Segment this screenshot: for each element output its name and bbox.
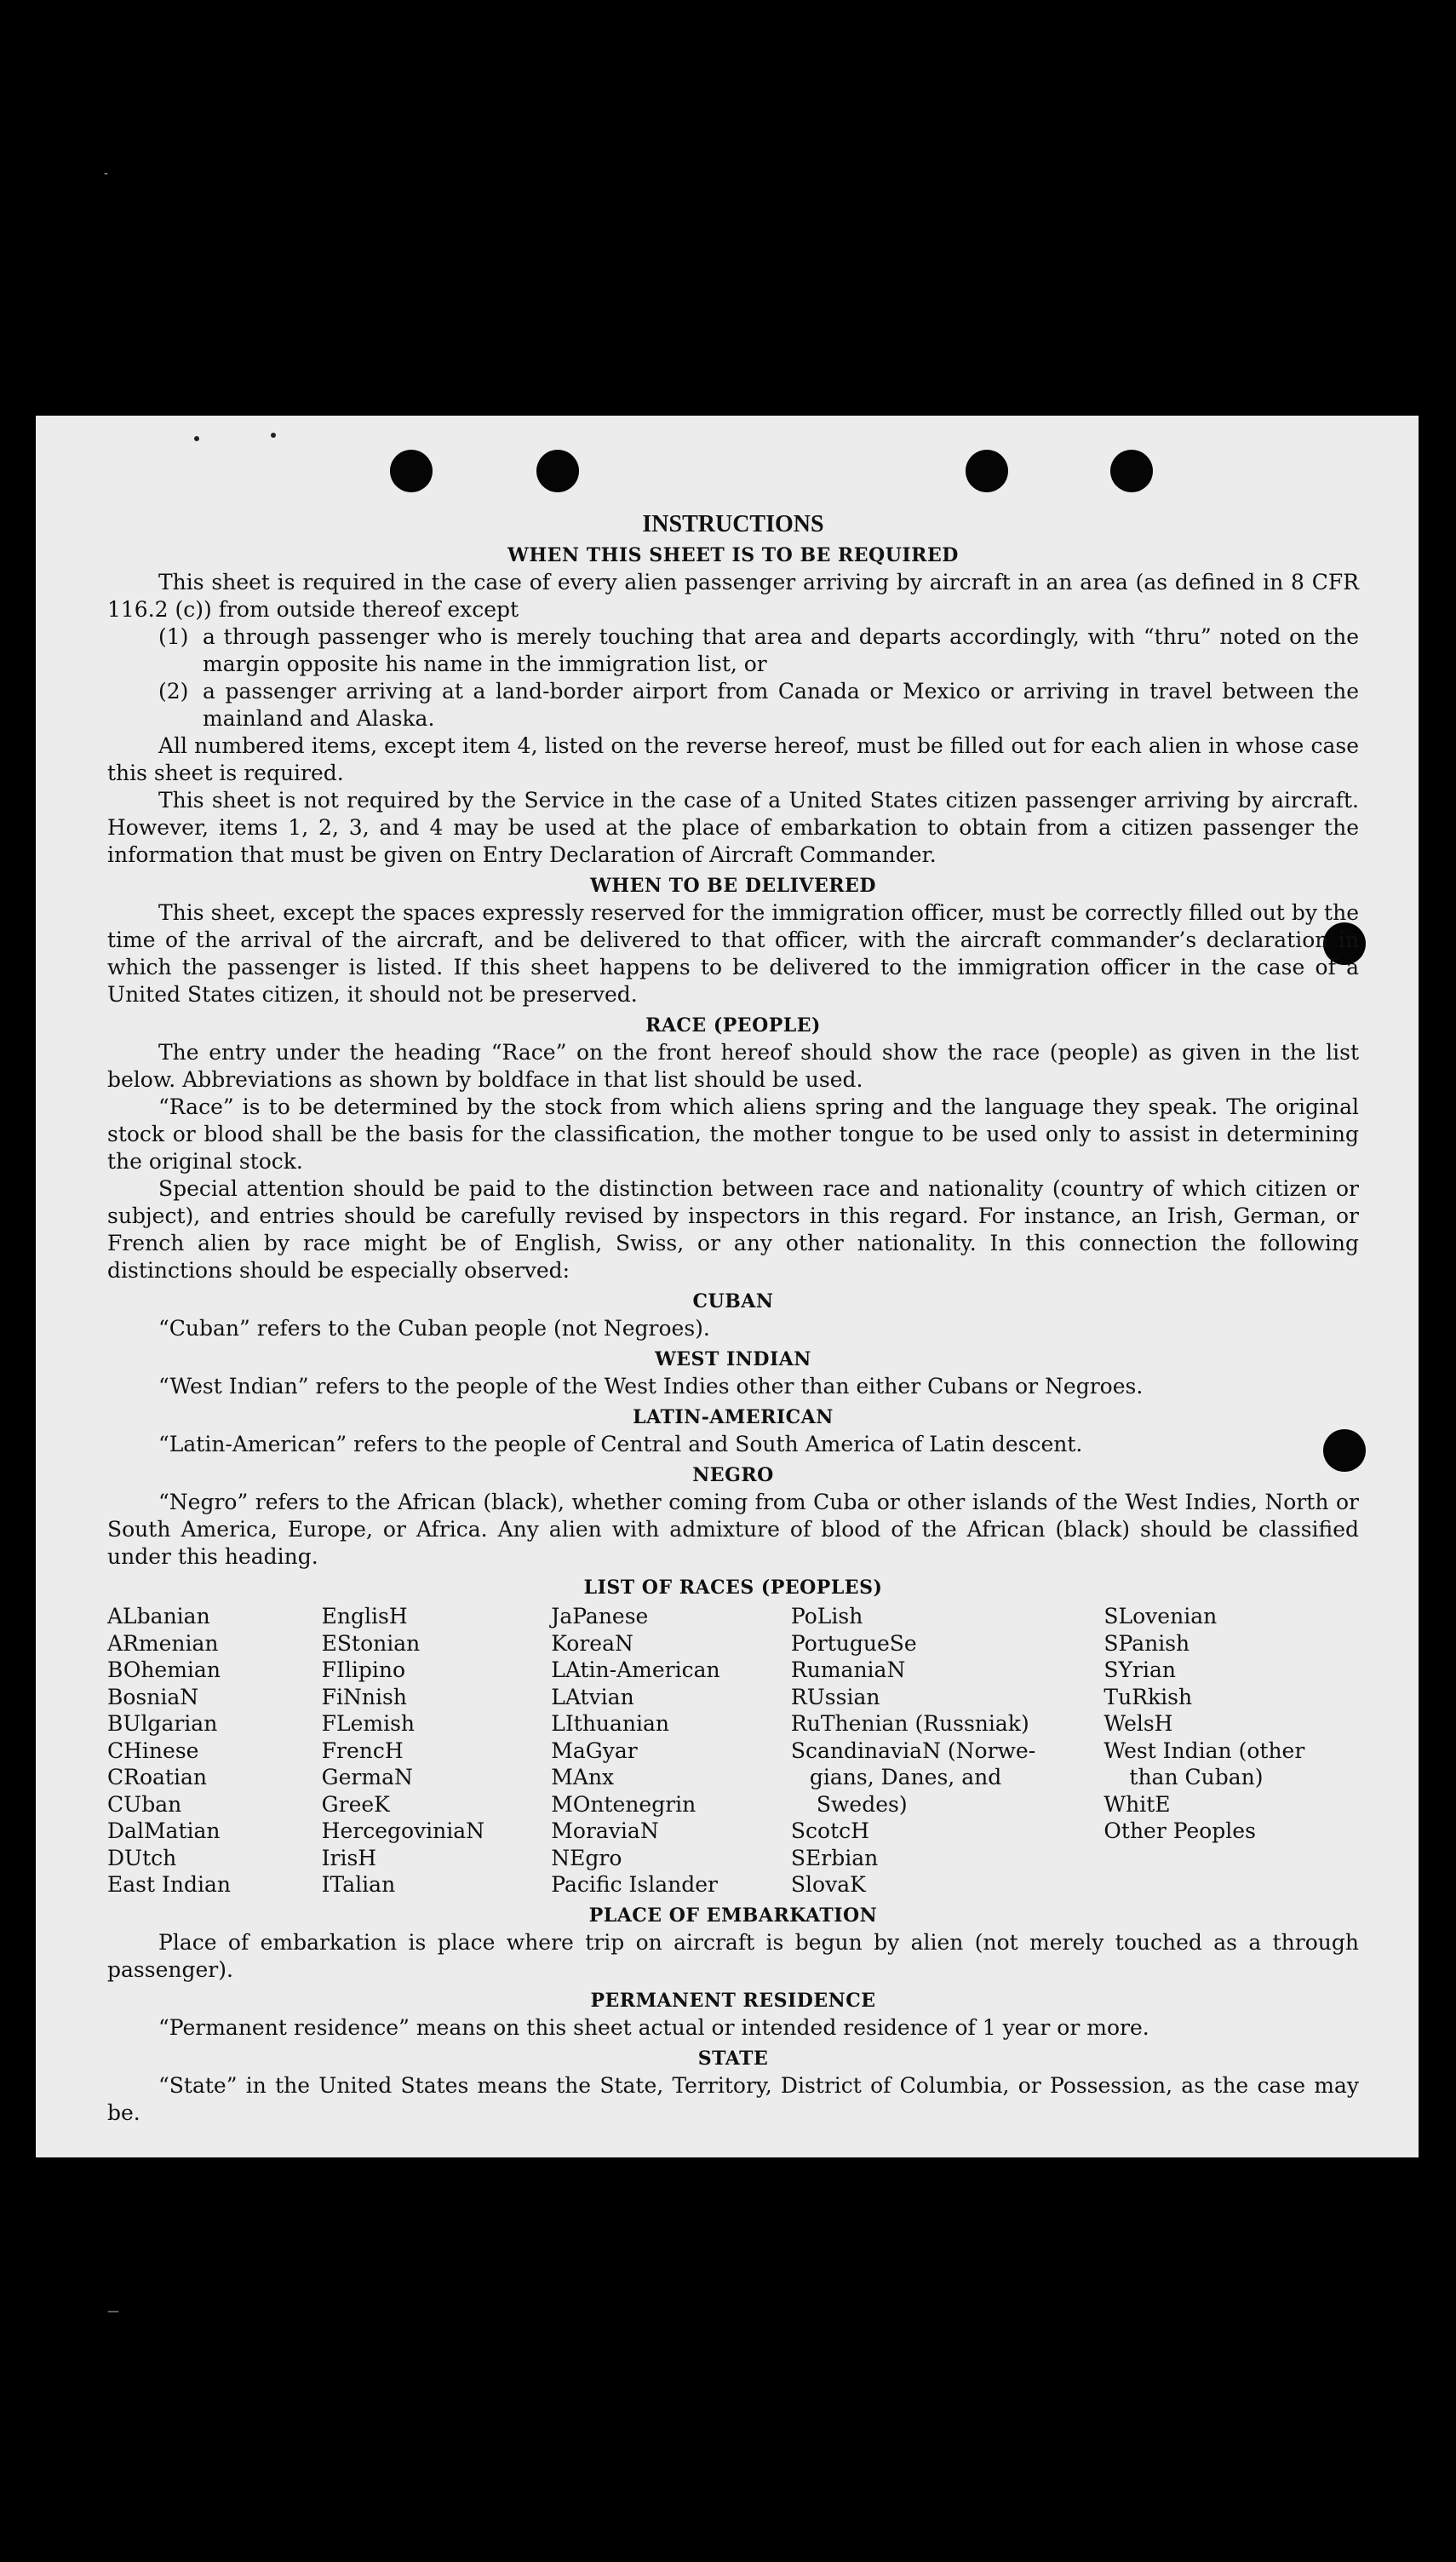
list-item: MOntenegrin	[551, 1791, 696, 1817]
races-list	[107, 1603, 1359, 1899]
list-item: RUssian	[790, 1684, 880, 1709]
paragraph: “State” in the United States means the State, Territory, District of Columbia, or Possession, as the case may be.	[107, 2072, 1359, 2125]
punch-hole	[390, 450, 433, 492]
list-item: GreeK	[321, 1791, 390, 1817]
list-item: gians, Danes, and	[809, 1765, 1002, 1789]
paragraph: “Cuban” refers to the Cuban people (not Negroes).	[158, 1316, 710, 1341]
section-heading-west-indian: WEST INDIAN	[655, 1348, 811, 1370]
list-item: SPanish	[1103, 1630, 1190, 1656]
exception-item	[158, 678, 1359, 732]
section-heading-required: WHEN THIS SHEET IS TO BE REQUIRED	[507, 544, 959, 566]
list-item: DUtch	[107, 1845, 177, 1870]
list-item: West Indian (other	[1103, 1738, 1305, 1763]
item-text: a through passenger who is merely touching that area and departs accordingly, with “thru” noted on the margin opposite his name in the immigration list, or	[203, 624, 1359, 676]
list-item: Pacific Islander	[551, 1872, 718, 1897]
list-item: ScotcH	[790, 1818, 869, 1843]
list-item: PortugueSe	[790, 1630, 917, 1656]
list-item: SYrian	[1103, 1657, 1176, 1682]
section-heading-cuban: CUBAN	[692, 1290, 774, 1313]
list-item: than Cuban)	[1129, 1765, 1264, 1789]
item-text: a passenger arriving at a land-border airport from Canada or Mexico or arriving in travel between the mainland and Alaska.	[203, 679, 1359, 731]
paragraph: “West Indian” refers to the people of the West Indies other than either Cubans or Negroes.	[158, 1374, 1144, 1399]
list-item: SErbian	[790, 1845, 879, 1870]
paragraph: Place of embarkation is place where trip on aircraft is begun by alien (not merely touched as a through passenger).	[107, 1929, 1359, 1982]
list-item: WhitE	[1103, 1791, 1171, 1817]
list-item: ALbanian	[107, 1604, 210, 1629]
list-item: RuThenian (Russniak)	[790, 1711, 1029, 1736]
list-item: HercegoviniaN	[321, 1818, 485, 1843]
punch-hole	[536, 450, 579, 492]
list-item: ITalian	[321, 1872, 396, 1897]
punch-hole	[1110, 450, 1153, 492]
list-item: CHinese	[107, 1738, 199, 1763]
races-column	[791, 1603, 1104, 1899]
list-item: WelsH	[1103, 1711, 1173, 1736]
paragraph: This sheet is required in the case of every alien passenger arriving by aircraft in an area (as defined in 8 CFR 116.2 (c)) from outside thereof except	[107, 570, 1359, 622]
paragraph: “Latin-American” refers to the people of Central and South America of Latin descent.	[158, 1432, 1083, 1456]
list-item: FiNnish	[321, 1684, 407, 1709]
list-item: MoraviaN	[551, 1818, 659, 1843]
list-item: NEgro	[551, 1845, 622, 1870]
exception-item	[158, 623, 1359, 678]
list-item: FIlipino	[321, 1657, 406, 1682]
list-item: RumaniaN	[790, 1657, 906, 1682]
list-item: MAnx	[551, 1765, 615, 1789]
list-item: ARmenian	[107, 1630, 219, 1656]
paragraph: The entry under the heading “Race” on the front hereof should show the race (people) as given in the list below. Abbreviations as shown by boldface in that list should be used.	[107, 1040, 1359, 1092]
list-item: SLovenian	[1103, 1604, 1218, 1629]
section-heading-permanent-residence: PERMANENT RESIDENCE	[590, 1989, 876, 2012]
list-item: FrencH	[321, 1738, 404, 1763]
list-item: EStonian	[321, 1630, 421, 1656]
list-item: JaPanese	[551, 1604, 649, 1629]
list-item: PoLish	[790, 1604, 863, 1629]
paragraph: This sheet, except the spaces expressly reserved for the immigration officer, must be correctly filled out by the time of the arrival of the aircraft, and be delivered to that officer, with the aircraft commander’s declaration in which the passenger is listed. If this sheet happens to be delivered to the immigration officer in the case of a United States citizen, it should not be preserved.	[107, 900, 1359, 1007]
list-item: East Indian	[107, 1872, 231, 1897]
list-item: ScandinaviaN (Norwe-	[790, 1738, 1036, 1763]
races-column	[322, 1603, 552, 1899]
list-item: Other Peoples	[1103, 1818, 1256, 1843]
list-item: DalMatian	[107, 1818, 221, 1843]
paragraph: All numbered items, except item 4, listed on the reverse hereof, must be filled out for each alien in whose case this sheet is required.	[107, 733, 1359, 785]
list-item: FLemish	[321, 1711, 416, 1736]
paragraph: This sheet is not required by the Service in the case of a United States citizen passenger arriving by aircraft. However, items 1, 2, 3, and 4 may be used at the place of embarkation to obtain from a citizen passenger the information that must be given on Entry Declaration of Aircraft Commander.	[107, 788, 1359, 867]
speck	[194, 436, 199, 441]
paragraph: Special attention should be paid to the distinction between race and nationality (country of which citizen or subject), and entries should be carefully revised by inspectors in this regard. For instance, an Irish, German, or French alien by race might be of English, Swiss, or any other nationality. In this connection the following distinctions should be especially observed:	[107, 1176, 1359, 1283]
list-item: MaGyar	[551, 1738, 638, 1763]
page-title: INSTRUCTIONS	[642, 511, 824, 537]
list-item: LAtvian	[551, 1684, 634, 1709]
item-number: (2)	[158, 679, 189, 704]
section-heading-embarkation: PLACE OF EMBARKATION	[588, 1904, 878, 1927]
paragraph: “Permanent residence” means on this sheet actual or intended residence of 1 year or more.	[158, 2014, 1149, 2040]
section-heading-races-list: LIST OF RACES (PEOPLES)	[583, 1577, 883, 1599]
section-heading-race: RACE (PEOPLE)	[645, 1014, 821, 1037]
races-column	[551, 1603, 791, 1899]
list-item: BUlgarian	[107, 1711, 218, 1736]
list-item: BOhemian	[107, 1657, 221, 1682]
list-item: LAtin-American	[551, 1657, 720, 1682]
item-number: (1)	[158, 624, 189, 649]
list-item: KoreaN	[551, 1630, 633, 1656]
instructions-text	[107, 508, 1359, 2127]
list-item: GermaN	[321, 1765, 413, 1789]
list-item: CRoatian	[107, 1765, 207, 1789]
list-item: EnglisH	[321, 1604, 408, 1629]
list-item: SlovaK	[790, 1872, 866, 1897]
list-item: TuRkish	[1103, 1684, 1193, 1709]
section-heading-negro: NEGRO	[692, 1464, 774, 1486]
races-column	[107, 1603, 322, 1899]
list-item: CUban	[107, 1791, 182, 1817]
scan-mark: —	[107, 2305, 119, 2318]
paragraph: “Race” is to be determined by the stock from which aliens spring and the language they speak. The original stock or blood shall be the basis for the classification, the mother tongue to be used only to assist in determining the original stock.	[107, 1094, 1359, 1174]
section-heading-latin-american: LATIN-AMERICAN	[633, 1406, 834, 1428]
list-item: LIthuanian	[551, 1711, 670, 1736]
paragraph: “Negro” refers to the African (black), whether coming from Cuba or other islands of the West Indies, North or South America, Europe, or Africa. Any alien with admixture of blood of the African (black) should be classified under this heading.	[107, 1490, 1359, 1569]
scan-mark: -	[104, 167, 109, 181]
list-item: IrisH	[321, 1845, 377, 1870]
list-item: Swedes)	[816, 1791, 908, 1817]
list-item: BosniaN	[107, 1684, 199, 1709]
instruction-sheet	[36, 416, 1419, 2157]
section-heading-state: STATE	[697, 2047, 769, 2070]
races-column	[1103, 1603, 1359, 1899]
speck	[271, 433, 276, 438]
section-heading-delivered: WHEN TO BE DELIVERED	[590, 875, 876, 897]
punch-hole	[966, 450, 1008, 492]
